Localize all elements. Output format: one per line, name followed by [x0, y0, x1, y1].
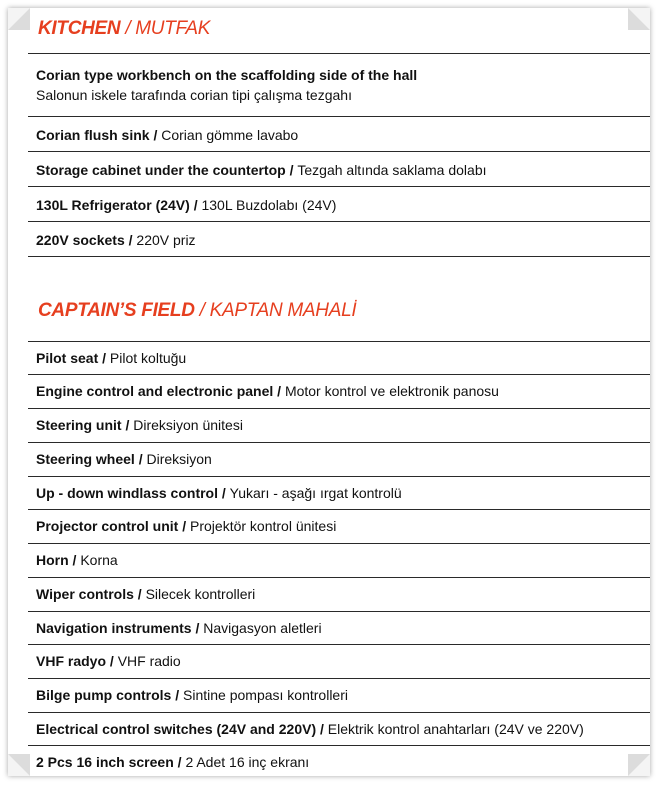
list-item: Steering unit / Direksiyon ünitesi: [28, 408, 650, 435]
list-item: Electrical control switches (24V and 220V) / Elektrik kontrol anahtarları (24V ve 220V): [28, 712, 650, 739]
list-item: Up - down windlass control / Yukarı - aşağı ırgat kontrolü: [28, 476, 650, 503]
section-title-tr: KAPTAN MAHALİ: [209, 300, 357, 321]
list-item: Horn / Korna: [28, 543, 650, 570]
section-title-captains-field: CAPTAIN’S FIELD / KAPTAN MAHALİ: [38, 300, 357, 321]
spec-card: [8, 8, 650, 776]
section-title-en: CAPTAIN’S FIELD: [38, 300, 195, 321]
list-item: Bilge pump controls / Sintine pompası kontrolleri: [28, 678, 650, 705]
list-item: Pilot seat / Pilot koltuğu: [28, 341, 650, 368]
list-item: Engine control and electronic panel / Motor kontrol ve elektronik panosu: [28, 374, 650, 401]
list-item: Corian flush sink / Corian gömme lavabo: [28, 116, 650, 145]
list-item: 130L Refrigerator (24V) / 130L Buzdolabı (24V): [28, 186, 650, 215]
list-item: 2 Pcs 16 inch screen / 2 Adet 16 inç ekranı: [28, 745, 650, 772]
list-item: VHF radyo / VHF radio: [28, 644, 650, 671]
list-item: Steering wheel / Direksiyon: [28, 442, 650, 469]
page-curl-top-right: [610, 8, 650, 48]
section-title-kitchen: KITCHEN / MUTFAK: [38, 18, 211, 39]
list-item: Navigation instruments / Navigasyon aletleri: [28, 611, 650, 638]
list-item: Projector control unit / Projektör kontrol ünitesi: [28, 509, 650, 536]
section-title-en: KITCHEN: [38, 18, 121, 39]
list-item: 220V sockets / 220V priz: [28, 221, 650, 250]
list-item: Storage cabinet under the countertop / Tezgah altında saklama dolabı: [28, 151, 650, 180]
divider: [28, 256, 650, 257]
section-title-tr: MUTFAK: [135, 18, 211, 39]
list-item: Wiper controls / Silecek kontrolleri: [28, 577, 650, 604]
list-item: Corian type workbench on the scaffolding side of the hall Salonun iskele tarafında corian tipi çalışma tezgahı: [28, 53, 650, 105]
